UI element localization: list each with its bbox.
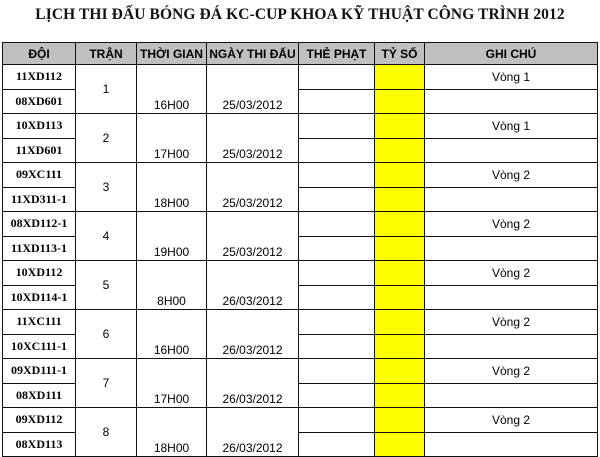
match-number: 2	[76, 114, 137, 163]
note-cell-empty	[425, 334, 598, 359]
team-home: 11XC111	[3, 310, 76, 335]
note-cell-empty	[425, 432, 598, 457]
note-cell-empty	[425, 236, 598, 261]
note-cell: Vòng 1	[425, 65, 598, 90]
match-date: 25/03/2012	[207, 187, 299, 212]
penalty-cell	[299, 138, 375, 163]
note-cell: Vòng 2	[425, 310, 598, 335]
note-cell: Vòng 2	[425, 359, 598, 384]
score-cell	[375, 285, 425, 310]
score-cell	[375, 383, 425, 408]
match-date: 25/03/2012	[207, 236, 299, 261]
time-cell-top	[137, 163, 207, 188]
score-cell	[375, 89, 425, 114]
note-cell: Vòng 1	[425, 114, 598, 139]
team-away: 11XD311-1	[3, 187, 76, 212]
header-team: ĐỘI	[3, 43, 76, 65]
date-cell-top	[207, 261, 299, 286]
match-date: 25/03/2012	[207, 138, 299, 163]
score-cell	[375, 114, 425, 139]
match-number: 5	[76, 261, 137, 310]
match-date: 25/03/2012	[207, 89, 299, 114]
score-cell	[375, 261, 425, 286]
team-home: 08XD112-1	[3, 212, 76, 237]
penalty-cell	[299, 261, 375, 286]
match-number: 3	[76, 163, 137, 212]
match-row-top	[3, 310, 598, 335]
penalty-cell	[299, 89, 375, 114]
score-cell	[375, 187, 425, 212]
score-cell	[375, 334, 425, 359]
team-home: 11XD112	[3, 65, 76, 90]
penalty-cell	[299, 432, 375, 457]
match-row-top	[3, 212, 598, 237]
score-cell	[375, 163, 425, 188]
team-home: 09XC111	[3, 163, 76, 188]
date-cell-top	[207, 310, 299, 335]
header-score: TỶ SỐ	[375, 43, 425, 65]
score-cell	[375, 310, 425, 335]
date-cell-top	[207, 65, 299, 90]
header-row	[3, 43, 598, 65]
penalty-cell	[299, 310, 375, 335]
score-cell	[375, 236, 425, 261]
match-row-top	[3, 359, 598, 384]
team-home: 10XD113	[3, 114, 76, 139]
date-cell-top	[207, 212, 299, 237]
schedule-body	[3, 65, 598, 457]
penalty-cell	[299, 236, 375, 261]
time-cell-top	[137, 359, 207, 384]
score-cell	[375, 138, 425, 163]
date-cell-top	[207, 408, 299, 433]
penalty-cell	[299, 334, 375, 359]
penalty-cell	[299, 163, 375, 188]
team-away: 08XD111	[3, 383, 76, 408]
match-date: 26/03/2012	[207, 432, 299, 457]
time-cell-top	[137, 408, 207, 433]
match-time: 19H00	[137, 236, 207, 261]
match-time: 17H00	[137, 138, 207, 163]
team-away: 10XD114-1	[3, 285, 76, 310]
team-home: 09XD111-1	[3, 359, 76, 384]
match-time: 8H00	[137, 285, 207, 310]
match-number: 4	[76, 212, 137, 261]
time-cell-top	[137, 114, 207, 139]
match-number: 8	[76, 408, 137, 457]
header-match: TRẬN	[76, 43, 137, 65]
score-cell	[375, 408, 425, 433]
match-row-top	[3, 65, 598, 90]
date-cell-top	[207, 114, 299, 139]
penalty-cell	[299, 408, 375, 433]
team-away: 10XC111-1	[3, 334, 76, 359]
match-time: 18H00	[137, 432, 207, 457]
note-cell-empty	[425, 89, 598, 114]
score-cell	[375, 212, 425, 237]
penalty-cell	[299, 383, 375, 408]
score-cell	[375, 65, 425, 90]
header-note: GHI CHÚ	[425, 43, 598, 65]
team-away: 11XD113-1	[3, 236, 76, 261]
note-cell: Vòng 2	[425, 163, 598, 188]
note-cell-empty	[425, 383, 598, 408]
time-cell-top	[137, 212, 207, 237]
team-away: 08XD601	[3, 89, 76, 114]
match-number: 1	[76, 65, 137, 114]
header-penalty: THẺ PHẠT	[299, 43, 375, 65]
penalty-cell	[299, 114, 375, 139]
match-row-top	[3, 408, 598, 433]
match-date: 26/03/2012	[207, 285, 299, 310]
score-cell	[375, 432, 425, 457]
team-away: 11XD601	[3, 138, 76, 163]
match-row-top	[3, 261, 598, 286]
penalty-cell	[299, 285, 375, 310]
team-home: 09XD112	[3, 408, 76, 433]
match-number: 7	[76, 359, 137, 408]
note-cell-empty	[425, 187, 598, 212]
penalty-cell	[299, 187, 375, 212]
time-cell-top	[137, 310, 207, 335]
date-cell-top	[207, 359, 299, 384]
page-title: LỊCH THI ĐẤU BÓNG ĐÁ KC-CUP KHOA KỸ THUẬT CÔNG TRÌNH 2012	[35, 6, 565, 23]
penalty-cell	[299, 359, 375, 384]
match-date: 26/03/2012	[207, 383, 299, 408]
note-cell: Vòng 2	[425, 408, 598, 433]
date-cell-top	[207, 163, 299, 188]
note-cell: Vòng 2	[425, 212, 598, 237]
note-cell-empty	[425, 138, 598, 163]
penalty-cell	[299, 212, 375, 237]
match-time: 16H00	[137, 89, 207, 114]
team-home: 10XD112	[3, 261, 76, 286]
penalty-cell	[299, 65, 375, 90]
header-time: THỜI GIAN	[137, 43, 207, 65]
match-number: 6	[76, 310, 137, 359]
team-away: 08XD113	[3, 432, 76, 457]
schedule-table	[2, 42, 598, 457]
match-time: 17H00	[137, 383, 207, 408]
match-time: 16H00	[137, 334, 207, 359]
header-date: NGÀY THI ĐẤU	[207, 43, 299, 65]
match-row-top	[3, 114, 598, 139]
score-cell	[375, 359, 425, 384]
time-cell-top	[137, 261, 207, 286]
time-cell-top	[137, 65, 207, 90]
note-cell-empty	[425, 285, 598, 310]
match-date: 26/03/2012	[207, 334, 299, 359]
match-row-top	[3, 163, 598, 188]
match-time: 18H00	[137, 187, 207, 212]
note-cell: Vòng 2	[425, 261, 598, 286]
